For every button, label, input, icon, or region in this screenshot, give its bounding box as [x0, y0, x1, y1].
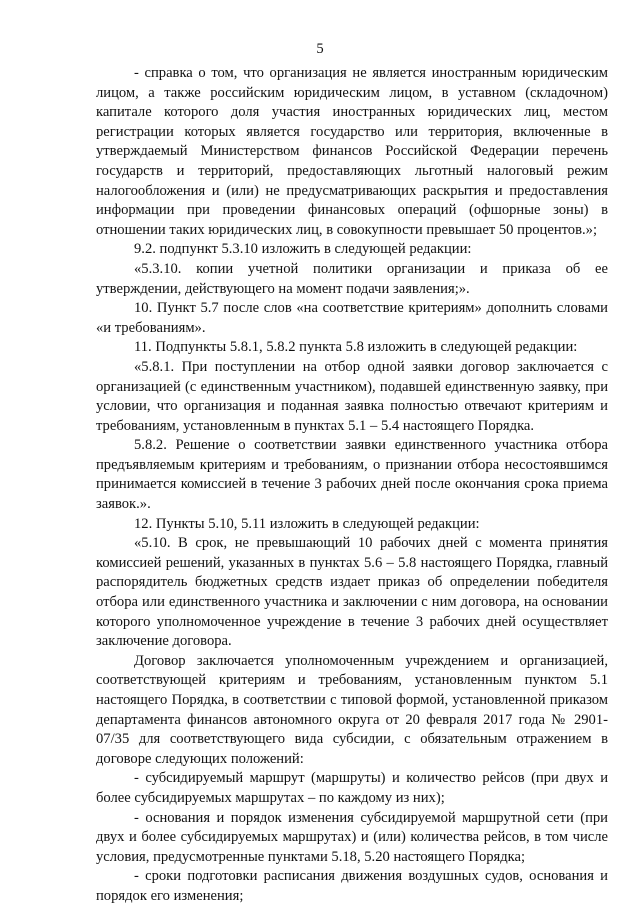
- paragraph-12: 12. Пункты 5.10, 5.11 изложить в следующей редакции:: [134, 515, 480, 532]
- paragraph-certificate-offshore: - справка о том, что организация не является иностранным юридическим лицом, а также российским юридическим лицом, в уставном (складочном) капитале которого доля участия иностранных юридических лиц, местом регистрации которых является государство или территория, включенные в утверждаемый Министерством финансов Российской Федерации перечень государств и территорий, предоставляющих льготный налоговый режим налогообложения и (или) не предусматривающих раскрытия и предоставления информации при проведении финансовых операций (офшорные зоны) в отношении таких юридических лиц, в совокупности превышает 50 процентов.»;: [96, 65, 608, 238]
- paragraph-10: 10. Пункт 5.7 после слов «на соответствие критериям» дополнить словами «и требованиям».: [96, 300, 608, 336]
- paragraph-5-10: «5.10. В срок, не превышающий 10 рабочих дней с момента принятия комиссией решений, указанных в пунктах 5.6 – 5.8 настоящего Порядка, главный распорядитель бюджетных средств издает приказ об определении победителя отбора или единственного участника и заключении с ним договора, на основании которого уполномоченное учреждение в течение 3 рабочих дней осуществляет заключение договора.: [96, 535, 608, 650]
- paragraph-5-8-2: 5.8.2. Решение о соответствии заявки единственного участника отбора предъявляемым критериям и требованиям, о признании отбора несостоявшимся принимается комиссией в течение 3 рабочих дней после окончания срока приема заявок.».: [96, 437, 608, 513]
- paragraph-list-network: - основания и порядок изменения субсидируемой маршрутной сети (при двух и более субсидируемых маршрутах) и (или) количества рейсов, в том числе условия, предусмотренные пунктами 5.18, 5.20 настоящего Порядка;: [96, 809, 608, 865]
- document-body: [96, 64, 608, 907]
- paragraph-9-2: 9.2. подпункт 5.3.10 изложить в следующей редакции:: [134, 241, 472, 258]
- paragraph-5-3-10: «5.3.10. копии учетной политики организации и приказа об ее утверждении, действующего на момент подачи заявления;».: [96, 260, 608, 297]
- paragraph-list-route: - субсидируемый маршрут (маршруты) и количество рейсов (при двух и более субсидируемых маршрутах – по каждому из них);: [96, 770, 608, 806]
- paragraph-contract: Договор заключается уполномоченным учреждением и организацией, соответствующей критериям и требованиям, установленным пунктом 5.1 настоящего Порядка, в соответствии с типовой формой, установленной приказом департамента финансов автономного округа от 20 февраля 2017 года № 2901-07/35 для соответствующего вида субсидии, с обязательным отражением в договоре следующих положений:: [96, 652, 608, 767]
- paragraph-11: 11. Подпункты 5.8.1, 5.8.2 пункта 5.8 изложить в следующей редакции:: [134, 339, 578, 356]
- page-number: 5: [316, 41, 324, 57]
- paragraph-5-8-1: «5.8.1. При поступлении на отбор одной заявки договор заключается с организацией (с единственным участником), подавшей единственную заявку, при условии, что организация и поданная заявка полностью отвечают критериям и требованиям, установленным в пунктах 5.1 – 5.4 настоящего Порядка.: [96, 358, 608, 434]
- paragraph-list-schedule: - сроки подготовки расписания движения воздушных судов, основания и порядок его изменения;: [96, 868, 608, 904]
